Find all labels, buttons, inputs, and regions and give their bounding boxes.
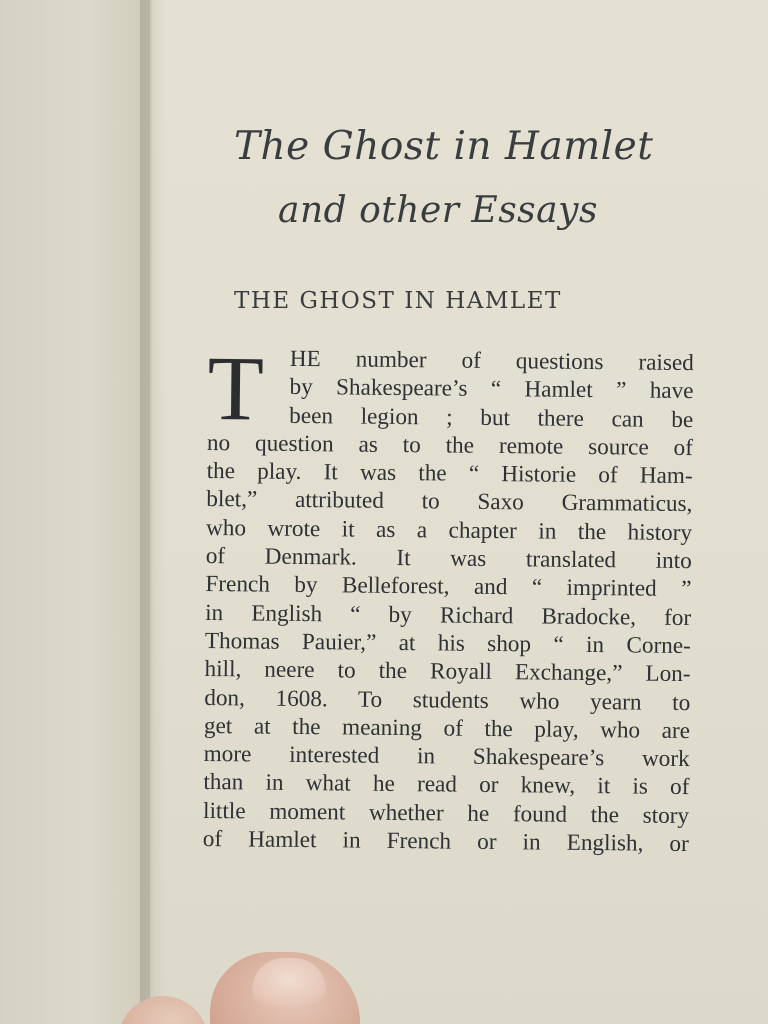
- text-line: get at the meaning of the play, who are: [203, 712, 691, 744]
- text-line: Thomas Pauier,” at his shop “ in Corne-: [204, 627, 691, 660]
- text-line: by Shakespeare’s “ Hamlet ” have: [289, 374, 694, 405]
- body-text: [202, 337, 694, 858]
- right-page: [152, 0, 768, 1024]
- text-line: no question as to the remote source of: [206, 429, 694, 461]
- text-line: blet,” attributed to Saxo Grammaticus,: [206, 486, 693, 518]
- left-page: [0, 0, 150, 1024]
- drop-cap: T: [207, 337, 265, 440]
- text-line: more interested in Shakespeare’s work: [203, 741, 690, 773]
- thumbnail-nail: [252, 958, 326, 1006]
- chapter-heading: THE GHOST IN HAMLET: [234, 288, 562, 314]
- text-line: don, 1608. To students who yearn to: [204, 684, 691, 716]
- text-line: than in what he read or knew, it is of: [203, 769, 690, 801]
- text-line: French by Belleforest, and “ imprinted ”: [205, 571, 692, 603]
- text-line: little moment whether he found the story: [202, 797, 690, 829]
- text-line: who wrote it as a chapter in the history: [205, 514, 693, 546]
- text-line: in English “ by Richard Bradocke, for: [205, 599, 692, 631]
- text-line: hill, neere to the Royall Exchange,” Lon-: [204, 656, 691, 688]
- text-line: HE number of questions raised: [289, 345, 694, 377]
- title-line-2: and other Essays: [278, 190, 598, 231]
- text-line: of Hamlet in French or in English, or: [202, 826, 689, 858]
- text-line: been legion ; but there can be: [289, 402, 694, 433]
- gutter-shadow: [140, 0, 166, 1024]
- title-line-1: The Ghost in Hamlet: [234, 124, 654, 169]
- text-line: of Denmark. It was translated into: [205, 543, 692, 575]
- text-line: the play. It was the “ Historie of Ham-: [206, 458, 693, 490]
